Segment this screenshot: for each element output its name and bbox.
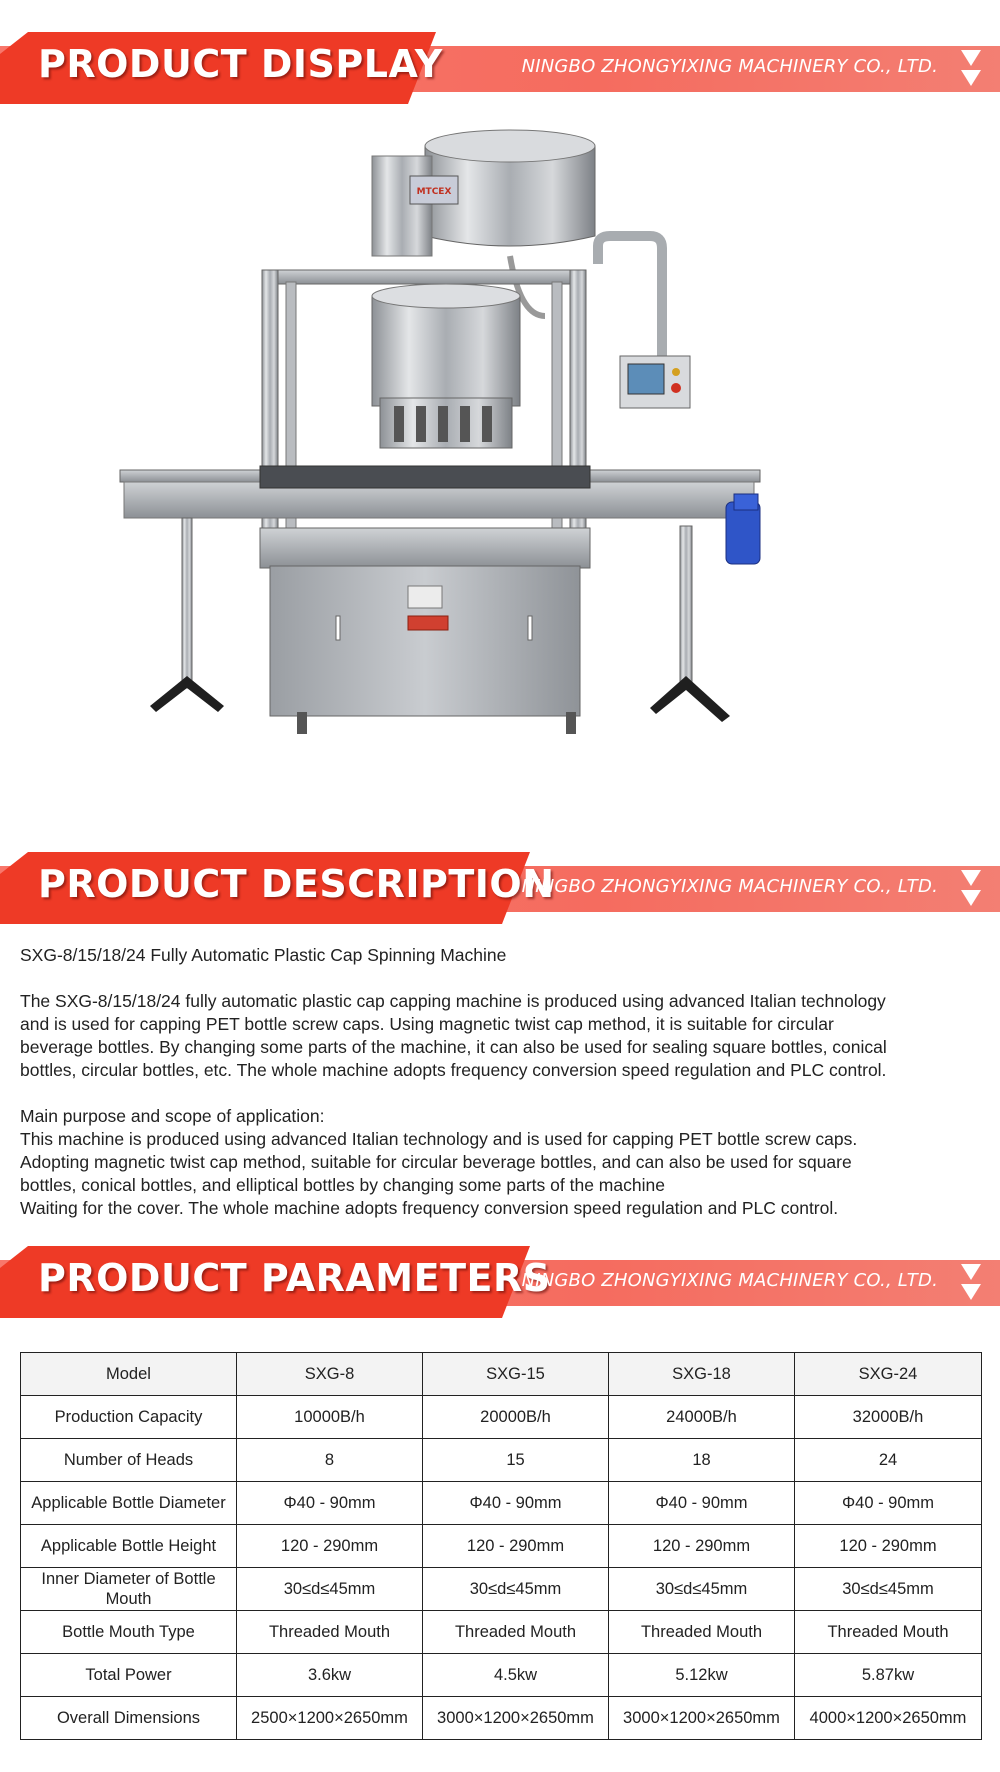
description-line: bottles, conical bottles, and elliptical bottles by changing some parts of the machine	[20, 1175, 665, 1195]
table-cell: 5.12kw	[609, 1654, 795, 1697]
table-cell: 8	[237, 1439, 423, 1482]
description-line: beverage bottles. By changing some parts of the machine, it can also be used for sealing square bottles, conical	[20, 1037, 887, 1057]
double-chevron-down-icon	[960, 868, 982, 910]
table-cell: 120 - 290mm	[237, 1525, 423, 1568]
table-cell: Applicable Bottle Height	[21, 1525, 237, 1568]
section-banner-description	[0, 852, 1000, 924]
description-line: Adopting magnetic twist cap method, suitable for circular beverage bottles, and can also be used for square	[20, 1152, 852, 1172]
table-header-cell: Model	[21, 1353, 237, 1396]
table-cell: 10000B/h	[237, 1396, 423, 1439]
product-image	[90, 116, 892, 842]
company-name: NINGBO ZHONGYIXING MACHINERY CO., LTD.	[521, 56, 938, 77]
parameters-table	[20, 1352, 982, 1740]
table-header-cell: SXG-8	[237, 1353, 423, 1396]
table-row	[21, 1697, 982, 1740]
table-cell: 30≤d≤45mm	[237, 1568, 423, 1611]
description-line: This machine is produced using advanced Italian technology and is used for capping PET bottle screw caps.	[20, 1129, 858, 1149]
table-row	[21, 1396, 982, 1439]
table-cell: Inner Diameter of Bottle Mouth	[21, 1568, 237, 1611]
brand-plate-label: MTCEX	[416, 187, 452, 197]
description-line: and is used for capping PET bottle screw caps. Using magnetic twist cap method, it is suitable for circular	[20, 1014, 834, 1034]
capping-machine-illustration	[90, 116, 892, 842]
table-cell: 20000B/h	[423, 1396, 609, 1439]
section-title-parameters: PRODUCT PARAMETERS	[38, 1256, 551, 1300]
double-chevron-down-icon	[960, 1262, 982, 1304]
table-row	[21, 1611, 982, 1654]
body-brand-plate	[408, 616, 448, 630]
table-cell: Φ40 - 90mm	[237, 1482, 423, 1525]
table-cell: Φ40 - 90mm	[795, 1482, 982, 1525]
description-title: SXG-8/15/18/24 Fully Automatic Plastic Cap Spinning Machine	[20, 945, 507, 965]
table-header-cell: SXG-15	[423, 1353, 609, 1396]
table-cell: 4000×1200×2650mm	[795, 1697, 982, 1740]
table-cell: 120 - 290mm	[795, 1525, 982, 1568]
table-row	[21, 1654, 982, 1697]
product-description	[20, 944, 980, 1220]
description-line: The SXG-8/15/18/24 fully automatic plastic cap capping machine is produced using advanced Italian technology	[20, 991, 886, 1011]
table-cell: 30≤d≤45mm	[609, 1568, 795, 1611]
table-cell: 24	[795, 1439, 982, 1482]
table-cell: Number of Heads	[21, 1439, 237, 1482]
table-cell: 3000×1200×2650mm	[423, 1697, 609, 1740]
section-title-display: PRODUCT DISPLAY	[38, 42, 443, 86]
table-cell: 30≤d≤45mm	[795, 1568, 982, 1611]
table-cell: Φ40 - 90mm	[423, 1482, 609, 1525]
table-cell: 3000×1200×2650mm	[609, 1697, 795, 1740]
table-cell: 3.6kw	[237, 1654, 423, 1697]
table-cell: Threaded Mouth	[609, 1611, 795, 1654]
double-chevron-down-icon	[960, 48, 982, 90]
table-header-cell: SXG-24	[795, 1353, 982, 1396]
table-header-cell: SXG-18	[609, 1353, 795, 1396]
table-row	[21, 1482, 982, 1525]
table-cell: Overall Dimensions	[21, 1697, 237, 1740]
company-name: NINGBO ZHONGYIXING MACHINERY CO., LTD.	[521, 876, 938, 897]
section-banner-parameters	[0, 1246, 1000, 1318]
description-line: bottles, circular bottles, etc. The whole machine adopts frequency conversion speed regulation and PLC control.	[20, 1060, 887, 1080]
table-cell: Applicable Bottle Diameter	[21, 1482, 237, 1525]
table-row	[21, 1439, 982, 1482]
table-cell: Threaded Mouth	[423, 1611, 609, 1654]
table-cell: Production Capacity	[21, 1396, 237, 1439]
table-cell: 4.5kw	[423, 1654, 609, 1697]
table-cell: 120 - 290mm	[423, 1525, 609, 1568]
table-header-row	[21, 1353, 982, 1396]
table-cell: Threaded Mouth	[237, 1611, 423, 1654]
table-cell: 32000B/h	[795, 1396, 982, 1439]
table-row	[21, 1568, 982, 1611]
section-title-description: PRODUCT DESCRIPTION	[38, 862, 555, 906]
table-cell: Bottle Mouth Type	[21, 1611, 237, 1654]
table-cell: Threaded Mouth	[795, 1611, 982, 1654]
section-banner-display	[0, 32, 1000, 104]
description-line: Main purpose and scope of application:	[20, 1106, 325, 1126]
table-cell: 24000B/h	[609, 1396, 795, 1439]
table-cell: 15	[423, 1439, 609, 1482]
description-line: Waiting for the cover. The whole machine adopts frequency conversion speed regulation and PLC control.	[20, 1198, 839, 1218]
company-name: NINGBO ZHONGYIXING MACHINERY CO., LTD.	[521, 1270, 938, 1291]
table-cell: 2500×1200×2650mm	[237, 1697, 423, 1740]
table-cell: 18	[609, 1439, 795, 1482]
table-cell: 120 - 290mm	[609, 1525, 795, 1568]
table-cell: 5.87kw	[795, 1654, 982, 1697]
table-cell: Φ40 - 90mm	[609, 1482, 795, 1525]
table-row	[21, 1525, 982, 1568]
table-cell: 30≤d≤45mm	[423, 1568, 609, 1611]
table-cell: Total Power	[21, 1654, 237, 1697]
